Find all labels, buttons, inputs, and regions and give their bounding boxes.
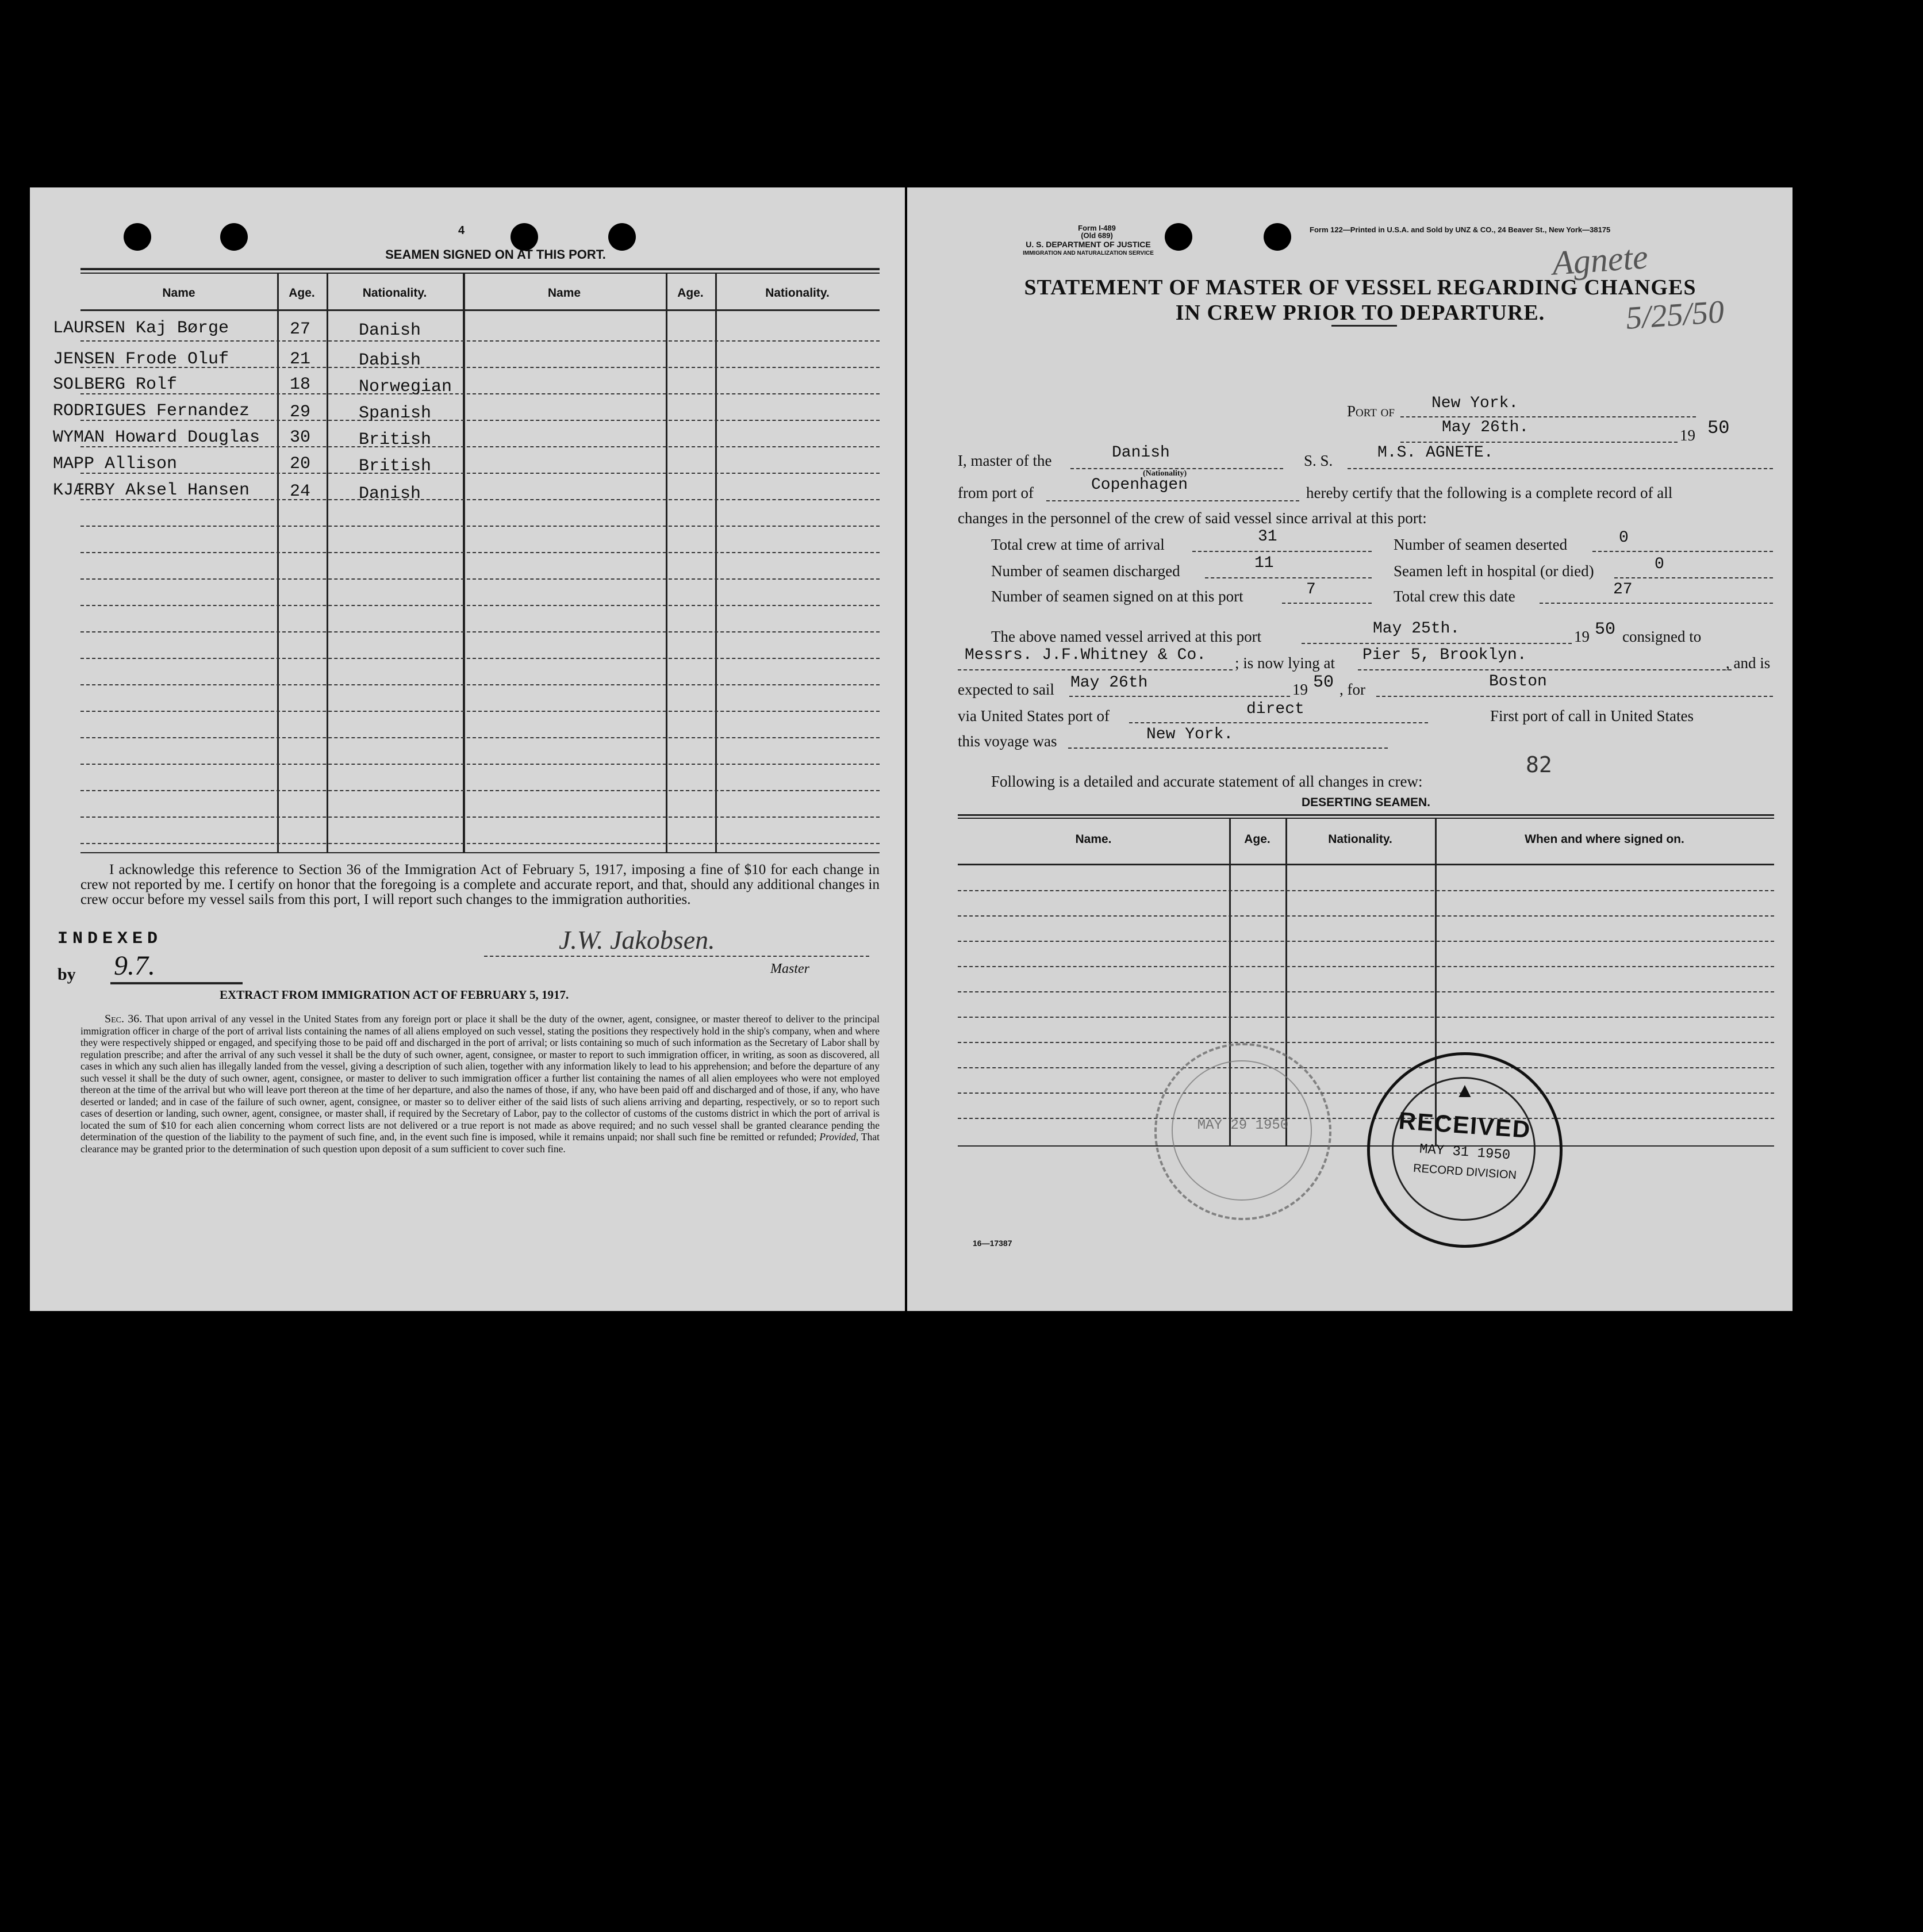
column-header-nationality: Nationality. <box>765 286 830 300</box>
signature-line <box>484 956 869 957</box>
discharged-line <box>1205 577 1372 578</box>
deserting-row-rule <box>958 1067 1774 1068</box>
sail-line <box>1069 696 1290 697</box>
left-page <box>30 187 905 1311</box>
deserting-row-rule <box>958 1017 1774 1018</box>
following-text: Following is a detailed and accurate statement of all changes in crew: <box>991 773 1423 790</box>
column-header-age: Age. <box>289 286 315 300</box>
sail-year-prefix: 19 <box>1292 681 1308 698</box>
row-rule <box>80 711 880 712</box>
form-number-block <box>1039 224 1154 239</box>
lying-line <box>1358 669 1732 670</box>
by-label: by <box>57 965 76 984</box>
row-rule <box>80 526 880 527</box>
hospital-label: Seamen left in hospital (or died) <box>1394 562 1594 580</box>
extract-lead: Sec. 36. <box>105 1013 143 1025</box>
punch-hole <box>608 223 636 251</box>
number-82: 82 <box>1526 752 1552 777</box>
deserting-header-name: Name. <box>1075 833 1112 846</box>
sail-value: May 26th <box>1070 674 1148 692</box>
seaman-age: 30 <box>290 428 311 447</box>
column-divider <box>463 273 465 852</box>
initials-underline <box>110 982 243 984</box>
sail-label: expected to sail <box>958 681 1054 698</box>
received-stamp-date: MAY 31 1950 <box>1419 1141 1511 1164</box>
punch-hole <box>220 223 248 251</box>
deserting-header-rule <box>958 864 1774 865</box>
seaman-nationality: Danish <box>359 321 421 340</box>
punch-hole <box>124 223 151 251</box>
row-rule <box>80 737 880 738</box>
punch-hole <box>511 223 538 251</box>
record-division-label: RECORD DIVISION <box>1412 1162 1517 1182</box>
discharged-value: 11 <box>1254 554 1274 572</box>
row-rule <box>80 393 880 394</box>
seaman-name: RODRIGUES Fernandez <box>53 401 250 421</box>
arrived-value: May 25th. <box>1373 620 1460 638</box>
arrived-year: 50 <box>1595 620 1616 639</box>
total-arrival-line <box>1192 551 1372 552</box>
row-rule <box>80 816 880 818</box>
certify-text: hereby certify that the following is a complete record of all <box>1306 484 1673 501</box>
deserting-table-bottom <box>958 1145 1774 1147</box>
signed-on-value: 7 <box>1306 581 1316 599</box>
extract-section-36 <box>80 1013 880 1155</box>
extract-end: That clearance may be granted prior to the determination of such question upon deposit of a sum sufficient to cover such fine. <box>80 1131 880 1155</box>
seaman-name: KJÆRBY Aksel Hansen <box>53 481 250 500</box>
deserting-row-rule <box>958 941 1774 942</box>
signed-on-label: Number of seamen signed on at this port <box>991 588 1243 605</box>
seaman-age: 20 <box>290 454 311 474</box>
deserting-header-age: Age. <box>1244 833 1271 846</box>
deserting-row-rule <box>958 915 1774 917</box>
seaman-nationality: Spanish <box>359 404 432 423</box>
and-is-label: , and is <box>1726 654 1771 672</box>
seaman-name: JENSEN Frode Oluf <box>53 350 229 369</box>
extract-provided: Provided, <box>819 1131 859 1143</box>
port-of-line <box>1400 416 1696 417</box>
extract-title: EXTRACT FROM IMMIGRATION ACT OF FEBRUARY 5, 1917. <box>220 988 569 1002</box>
deserting-row-rule <box>958 1092 1774 1094</box>
hospital-line <box>1614 577 1773 578</box>
total-arrival-value: 31 <box>1258 528 1277 546</box>
via-line <box>1129 722 1428 723</box>
handwritten-ship-name: Agnete <box>1550 237 1649 282</box>
by-initials: 9.7. <box>114 950 155 981</box>
row-rule <box>80 843 880 844</box>
section-title: SEAMEN SIGNED ON AT THIS PORT. <box>385 247 606 262</box>
port-of-value: New York. <box>1431 394 1519 412</box>
arrived-line <box>1302 643 1572 644</box>
row-rule <box>80 684 880 685</box>
punch-hole <box>1264 223 1291 251</box>
title-underline <box>1331 325 1397 327</box>
acknowledgement-text: I acknowledge this reference to Section 36 of the Immigration Act of February 5, 1917, imposing a fine of $10 for each change in crew not reported by me. I certify on honor that the foregoing is a complete and accurate report, and that, should any additional changes in crew occur before my vessel sails from this port, I will report such changes to the immigration authorities. <box>80 862 880 907</box>
form-title-line-2: IN CREW PRIOR TO DEPARTURE. <box>1175 301 1545 325</box>
via-value: direct <box>1246 700 1304 718</box>
deserting-table-top <box>958 818 1774 819</box>
column-divider <box>666 273 667 852</box>
arrow-up-icon: ▲ <box>1454 1079 1475 1102</box>
form-title-line-1: STATEMENT OF MASTER OF VESSEL REGARDING CHANGES <box>1024 275 1696 300</box>
department-name: U. S. DEPARTMENT OF JUSTICE <box>1026 240 1151 249</box>
consigned-label: consigned to <box>1622 628 1702 645</box>
from-port-value: Copenhagen <box>1091 476 1188 494</box>
handwritten-date: 5/25/50 <box>1625 294 1726 336</box>
right-page <box>907 187 1793 1311</box>
table-bottom-rule <box>80 852 880 853</box>
row-rule <box>80 631 880 632</box>
row-rule <box>80 605 880 606</box>
voyage-value: New York. <box>1146 726 1234 743</box>
from-port-label: from port of <box>958 484 1034 501</box>
total-date-value: 27 <box>1613 581 1633 599</box>
via-label: via United States port of <box>958 707 1110 724</box>
form-old-number: (Old 689) <box>1081 231 1113 240</box>
seaman-age: 21 <box>290 350 311 369</box>
port-of-label: Port of <box>1347 402 1395 420</box>
year-value: 50 <box>1707 417 1730 439</box>
discharged-label: Number of seamen discharged <box>991 562 1180 580</box>
table-top-rule <box>80 268 880 270</box>
printer-line: Form 122—Printed in U.S.A. and Sold by UNZ & CO., 24 Beaver St., New York—38175 <box>1310 225 1611 234</box>
column-divider <box>715 273 717 852</box>
deserting-row-rule <box>958 890 1774 891</box>
lying-label: ; is now lying at <box>1235 654 1335 672</box>
arrived-year-prefix: 19 <box>1574 628 1590 645</box>
for-label: , for <box>1339 681 1365 698</box>
seaman-name: WYMAN Howard Douglas <box>53 428 260 447</box>
column-header-nationality: Nationality. <box>362 286 427 300</box>
form-number: Form I-489 <box>1078 224 1116 232</box>
total-arrival-label: Total crew at time of arrival <box>991 536 1165 553</box>
year-prefix: 19 <box>1680 427 1695 444</box>
service-name: IMMIGRATION AND NATURALIZATION SERVICE <box>1023 250 1154 256</box>
arrived-label: The above named vessel arrived at this port <box>991 628 1262 645</box>
agency-block <box>953 240 1223 258</box>
column-header-age: Age. <box>677 286 704 300</box>
seaman-age: 24 <box>290 482 311 501</box>
deserting-header-signed-on: When and where signed on. <box>1525 833 1684 846</box>
deserting-row-rule <box>958 1118 1774 1119</box>
page-number: 4 <box>458 224 465 237</box>
seaman-age: 27 <box>290 320 311 339</box>
table-header-rule <box>80 309 880 311</box>
column-header-name: Name <box>162 286 195 300</box>
first-port-label: First port of call in United States <box>1490 707 1694 724</box>
seaman-name: LAURSEN Kaj Børge <box>53 319 229 338</box>
deserted-line <box>1592 551 1773 552</box>
deserting-row-rule <box>958 991 1774 992</box>
changes-text: changes in the personnel of the crew of said vessel since arrival at this port: <box>958 509 1427 527</box>
seaman-nationality: Danish <box>359 484 421 504</box>
seaman-age: 29 <box>290 402 311 422</box>
seaman-nationality: British <box>359 457 432 476</box>
seaman-name: MAPP Allison <box>53 454 178 474</box>
table-top-rule <box>80 273 880 274</box>
signed-on-line <box>1282 603 1372 604</box>
received-stamp-label: RECEIVED <box>1398 1107 1532 1143</box>
vessel-line <box>1348 468 1773 469</box>
from-port-line <box>1046 500 1299 501</box>
deserted-value: 0 <box>1619 529 1629 547</box>
deserting-row-rule <box>958 1042 1774 1043</box>
column-divider <box>277 273 279 852</box>
master-of-label: I, master of the <box>958 452 1052 469</box>
column-header-name: Name <box>547 286 581 300</box>
extract-body: That upon arrival of any vessel in the United States from any foreign port or place it shall be the duty of the owner, agent, consignee, or master thereof to deliver to the principal immigration officer in charge of the port of arrival lists containing the names of all aliens employed on such vessel, stating the positions they respectively hold in the ship's company, when and where they were respectively shipped or engaged, and specifying those to be paid off and discharged in the port of arrival; or lists containing so much of such information as the Secretary of Labor shall by regulation prescribe; and after the arrival of any such vessel it shall be the duty of such owner, agent, consignee, or master to report to such immigration officer, in writing, as soon as discovered, all cases in which any such alien has illegally landed from the vessel, giving a description of such alien, together with any information likely to lead to his apprehension; and before the departure of any such vessel it shall be the duty of such owner, agent, consignee, or master to deliver to such immigration officer a further list containing the names of all alien employees who were not employed thereon at the time of the arrival but who will leave port thereon at the time of her departure, and also the names of those, if any, who have been paid off and discharged and of those, if any, who have deserted or landed; and in case of the failure of such owner, agent, consignee, or master so to deliver either of the said lists of such aliens arriving and departing, respectively, or so to report such cases of desertion or landing, such owner, agent, consignee, or master shall, if required by the Secretary of Labor, pay to the collector of customs of the customs district in which the port of arrival is located the sum of $10 for each alien concerning whom correct lists are not delivered or a true report is not made as above required; and no such vessel shall be granted clearance pending the determination of the question of the liability to the payment of such fine, and, in the event such fine is imposed, while it remains unpaid; nor shall such fine be remitted or refunded; <box>80 1013 880 1143</box>
ss-label: S. S. <box>1304 452 1333 469</box>
row-rule <box>80 578 880 580</box>
port-stamp-date: MAY 29 1950 <box>1197 1118 1289 1133</box>
column-divider <box>327 273 328 852</box>
deserting-row-rule <box>958 966 1774 967</box>
deserting-table-top <box>958 814 1774 816</box>
deserted-label: Number of seamen deserted <box>1394 536 1568 553</box>
voyage-line <box>1068 747 1388 749</box>
total-date-label: Total crew this date <box>1394 588 1515 605</box>
row-rule <box>80 658 880 659</box>
seaman-age: 18 <box>290 375 311 394</box>
row-rule <box>80 764 880 765</box>
nationality-caption: (Nationality) <box>1143 469 1187 478</box>
vessel-value: M.S. AGNETE. <box>1377 444 1494 462</box>
total-date-line <box>1540 603 1773 604</box>
row-rule <box>80 790 880 791</box>
seaman-nationality: British <box>359 430 432 450</box>
form-footer-number: 16—17387 <box>973 1239 1012 1248</box>
lying-value: Pier 5, Brooklyn. <box>1362 646 1527 664</box>
port-stamp <box>1154 1043 1331 1220</box>
destination-value: Boston <box>1489 673 1547 691</box>
destination-line <box>1376 696 1773 697</box>
master-label: Master <box>770 961 809 976</box>
hospital-value: 0 <box>1655 555 1664 573</box>
nationality-value: Danish <box>1112 444 1170 462</box>
indexed-stamp: INDEXED <box>57 929 163 949</box>
row-rule <box>80 340 880 342</box>
consignee-line <box>958 669 1233 670</box>
deserting-title: DESERTING SEAMEN. <box>1301 796 1431 809</box>
consignee-value: Messrs. J.F.Whitney & Co. <box>965 646 1207 664</box>
received-stamp <box>1367 1052 1563 1248</box>
sail-year: 50 <box>1313 673 1334 692</box>
deserting-header-nationality: Nationality. <box>1328 833 1392 846</box>
master-signature: J.W. Jakobsen. <box>559 925 715 954</box>
voyage-label: this voyage was <box>958 733 1057 750</box>
date-value: May 26th. <box>1442 419 1529 436</box>
seaman-name: SOLBERG Rolf <box>53 375 178 394</box>
row-rule <box>80 473 880 474</box>
seaman-nationality: Norwegian <box>359 377 452 397</box>
date-line <box>1400 442 1678 443</box>
row-rule <box>80 552 880 553</box>
seaman-nationality: Dabish <box>359 351 421 370</box>
